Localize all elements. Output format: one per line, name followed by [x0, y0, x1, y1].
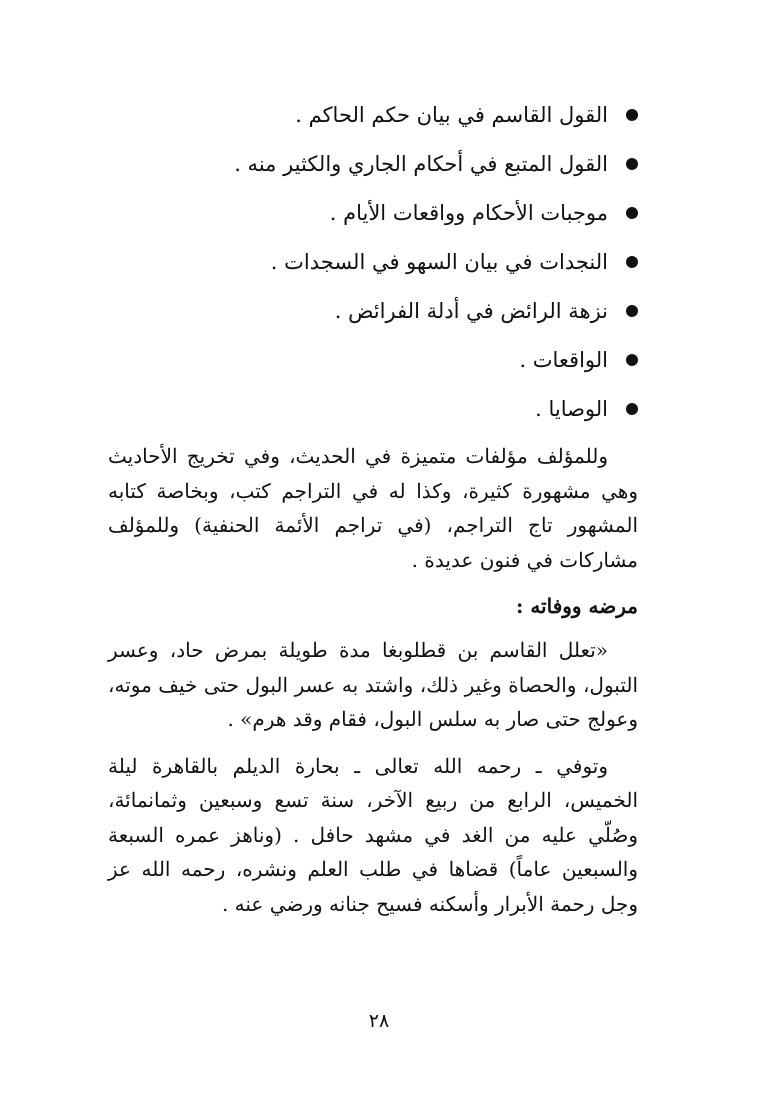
works-list [108, 90, 638, 433]
list-item [108, 384, 638, 433]
list-item-text: النجدات في بيان السهو في السجدات . [270, 249, 608, 274]
bullet-dot-icon [626, 305, 638, 317]
list-item-text: موجبات الأحكام وواقعات الأيام . [329, 200, 608, 225]
list-item-text: القول المتبع في أحكام الجاري والكثير منه . [234, 151, 608, 176]
death-paragraph: وتوفي ـ رحمه الله تعالى ـ بحارة الديلم بالقاهرة ليلة الخميس، الرابع من ربيع الآخر، سنة تسع وسبعين وثمانمائة، وصُلّي عليه من الغد في مشهد حافل . (وناهز عمره السبعة والسبعين عاماً) قضاها في طلب العلم ونشره، رحمه الله عز وجل رحمة الأبرار وأسكنه فسيح جنانه ورضي عنه . [108, 753, 638, 916]
list-item-text: القول القاسم في بيان حكم الحاكم . [295, 102, 608, 127]
bullet-dot-icon [626, 158, 638, 170]
list-item-text: نزهة الرائض في أدلة الفرائض . [334, 298, 608, 323]
list-item-text: الوصايا . [535, 396, 608, 421]
bullet-dot-icon [626, 207, 638, 219]
bullet-dot-icon [626, 256, 638, 268]
works-paragraph: وللمؤلف مؤلفات متميزة في الحديث، وفي تخريج الأحاديث وهي مشهورة كثيرة، وكذا له في التراجم كتب، وبخاصة كتابه المشهور تاج التراجم، (في تراجم الأئمة الحنفية) وللمؤلف مشاركات في فنون عديدة . [108, 444, 638, 572]
list-item [108, 286, 638, 335]
bullet-dot-icon [626, 354, 638, 366]
list-item-text: الواقعات . [519, 347, 608, 372]
list-item [108, 237, 638, 286]
list-item [108, 139, 638, 188]
list-item [108, 90, 638, 139]
list-item [108, 335, 638, 384]
bullet-dot-icon [626, 109, 638, 121]
section-heading: مرضه ووفاته : [515, 594, 638, 618]
page-number: ٢٨ [368, 1010, 390, 1032]
list-item [108, 188, 638, 237]
page-body [108, 90, 638, 921]
illness-quote-paragraph: «تعلل القاسم بن قطلوبغا مدة طويلة بمرض حاد، وعسر التبول، والحصاة وغير ذلك، واشتد به عسر البول حتى خيف موته، وعولج حتى صار به سلس البول، فقام وقد هرم» . [108, 638, 638, 731]
bullet-dot-icon [626, 403, 638, 415]
